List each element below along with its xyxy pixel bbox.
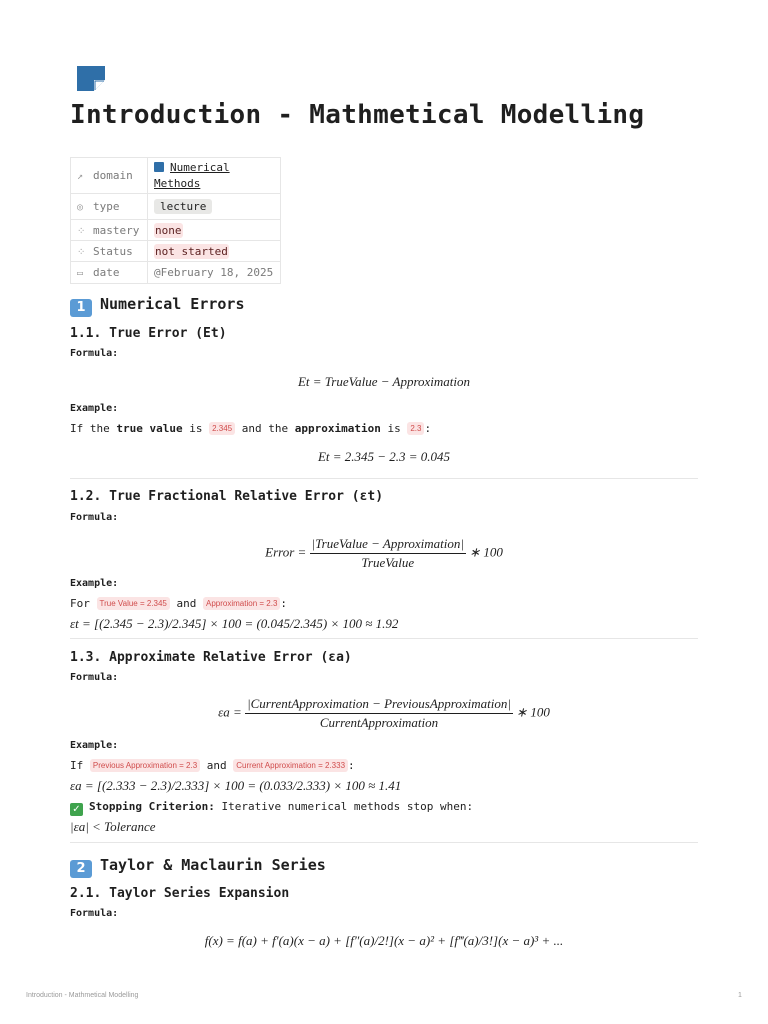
true-error-example-text [70,422,431,435]
bold-text: true value [116,422,183,435]
loading-icon: ⁘ [77,225,86,237]
section-heading-numerical-errors [70,295,245,317]
stopping-criterion-text [70,800,473,816]
text: : [424,422,432,435]
calendar-icon: ▭ [77,268,84,279]
text: : [280,597,288,610]
status-tag[interactable]: not started [155,244,228,258]
subsection-title: 1.1. True Error (Et) [70,326,227,341]
page-icon [77,66,105,91]
text: and the [235,422,295,435]
divider [70,638,698,639]
subsection-title: 1.3. Approximate Relative Error (εa) [70,650,352,665]
page-number: 1 [738,992,742,999]
property-key: Status [93,244,133,258]
bold-text: approximation [294,422,381,435]
property-key: mastery [93,223,140,237]
text: If [70,759,84,772]
property-key: domain [93,169,133,182]
inline-code-chip: True Value = 2.345 [97,597,170,610]
book-icon [154,162,164,172]
type-tag[interactable]: lecture [154,199,212,214]
fraction [245,696,513,731]
formula-label: Formula: [70,348,119,359]
target-icon: ◎ [77,202,84,213]
property-row-domain [71,158,281,194]
approx-error-example-text [70,759,355,772]
text: and [176,597,197,610]
property-row-mastery [71,220,281,241]
inline-code-chip: Previous Approximation = 2.3 [90,759,200,772]
example-label: Example: [70,740,119,751]
formula-label: Formula: [70,672,119,683]
example-label: Example: [70,578,119,589]
relative-error-result: εt = [(2.345 − 2.3)/2.345] × 100 = (0.045/2.345) × 100 ≈ 1.92 [70,616,399,631]
domain-link[interactable]: Numerical Methods [154,160,230,190]
text: For [70,597,90,610]
approx-error-result: εa = [(2.333 − 2.3)/2.333] × 100 = (0.033/2.333) × 100 ≈ 1.41 [70,778,402,793]
true-error-formula: Et = TrueValue − Approximation [297,374,471,389]
text: If the [70,422,117,435]
bold-text: Stopping Criterion: [89,800,215,813]
section-heading-taylor-series [70,856,326,878]
arrow-up-right-icon: ↗ [77,171,84,182]
relative-error-example-text [70,597,287,610]
check-mark-icon: ✓ [70,803,83,816]
inline-code-chip: 2.3 [407,422,424,435]
taylor-series-formula: f(x) = f(a) + f′(a)(x − a) + [f″(a)/2!](x − a)² + [f‴(a)/3!](x − a)³ + ... [204,933,564,948]
text: and [206,759,227,772]
property-row-date [71,262,281,284]
section-title: Taylor & Maclaurin Series [100,856,326,874]
inline-code-chip: Approximation = 2.3 [203,597,280,610]
property-row-type [71,194,281,220]
text: is [182,422,210,435]
formula-rhs: ∗ 100 [516,704,550,720]
tolerance-formula: |εa| < Tolerance [70,819,156,834]
inline-code-chip: 2.345 [209,422,235,435]
true-error-result: Et = 2.345 − 2.3 = 0.045 [317,449,451,464]
denominator: CurrentApproximation [319,715,439,730]
property-key: type [93,200,120,213]
numerator: |TrueValue − Approximation| [310,536,466,554]
property-row-status [71,241,281,262]
number-one-badge: 1 [70,299,92,317]
relative-error-formula [70,536,698,571]
divider [70,842,698,843]
property-key: date [93,266,120,279]
divider [70,478,698,479]
footer-title: Introduction - Mathmetical Modelling [26,992,139,999]
loading-icon: ⁘ [77,246,86,258]
fraction [310,536,466,571]
formula-label: Formula: [70,512,119,523]
subsection-title: 2.1. Taylor Series Expansion [70,886,290,901]
text: is [380,422,408,435]
formula-label: Formula: [70,908,119,919]
date-value[interactable]: @February 18, 2025 [154,266,274,279]
number-two-badge: 2 [70,860,92,878]
page-title: Introduction - Mathmetical Modelling [70,100,645,130]
example-label: Example: [70,403,119,414]
approx-error-formula [70,696,698,731]
subsection-title: 1.2. True Fractional Relative Error (εt) [70,489,384,504]
inline-code-chip: Current Approximation = 2.333 [233,759,348,772]
text: : [348,759,355,772]
mastery-tag[interactable]: none [155,223,182,237]
formula-rhs: ∗ 100 [469,544,503,560]
numerator: |CurrentApproximation − PreviousApproximation| [245,696,513,714]
section-title: Numerical Errors [100,295,245,313]
formula-lhs: εa = [218,704,242,720]
denominator: TrueValue [361,555,415,570]
text: Iterative numerical methods stop when: [214,800,474,813]
properties-table [70,157,281,284]
formula-lhs: Error = [265,544,307,560]
